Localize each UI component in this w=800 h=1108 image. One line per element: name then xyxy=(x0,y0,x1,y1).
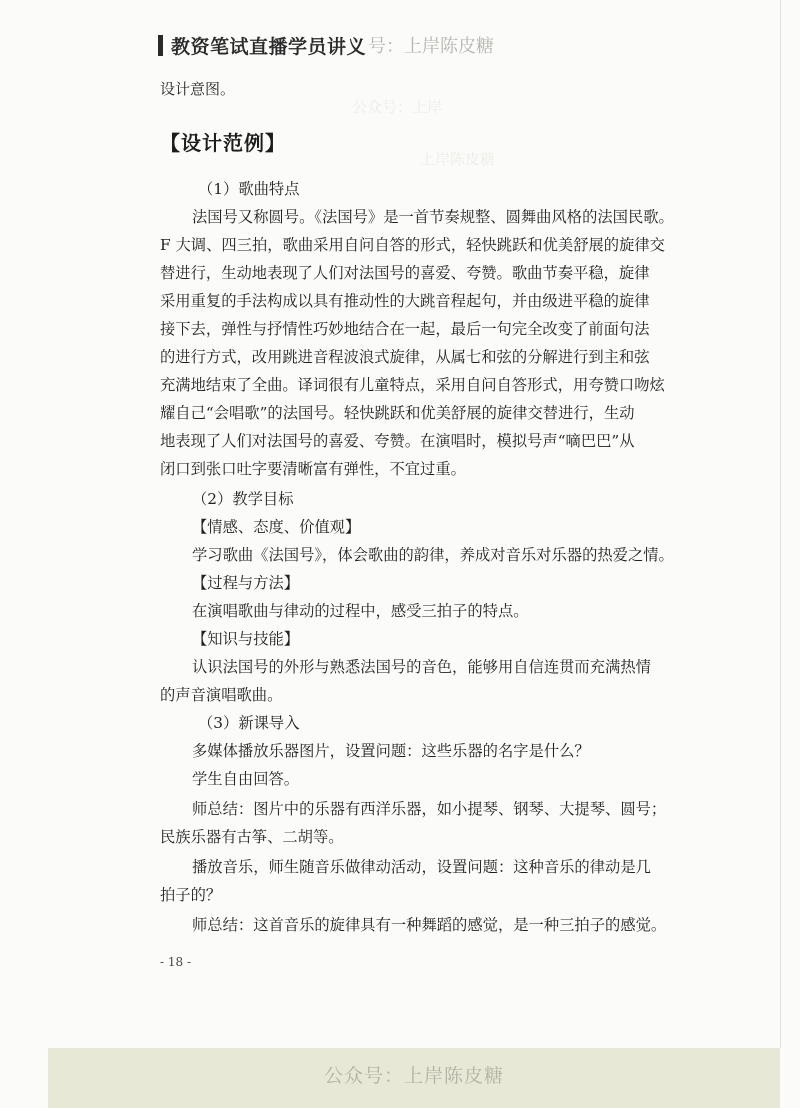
subsection-title: （1）歌曲特点 xyxy=(198,180,300,198)
goal-text-process: 在演唱歌曲与律动的过程中，感受三拍子的特点。 xyxy=(192,602,529,620)
paragraph-line: 师总结：这首音乐的旋律具有一种舞蹈的感觉，是一种三拍子的感觉。 xyxy=(192,916,667,934)
paragraph-line: 师总结：图片中的乐器有西洋乐器，如小提琴、钢琴、大提琴、圆号； xyxy=(192,800,667,818)
page-header xyxy=(158,32,494,58)
goal-text-knowledge: 的声音演唱歌曲。 xyxy=(160,686,283,704)
paragraph-line: 采用重复的手法构成以具有推动性的大跳音程起句，并由级进平稳的旋律 xyxy=(160,292,650,310)
goal-heading-process: 【过程与方法】 xyxy=(192,574,300,592)
paragraph-line: F 大调、四三拍，歌曲采用自问自答的形式，轻快跳跃和优美舒展的旋律交 xyxy=(160,236,665,254)
header-bar-mark xyxy=(158,35,163,56)
page-edge xyxy=(780,0,781,1048)
subsection-title: （3）新课导入 xyxy=(198,714,300,732)
paragraph-line: 充满地结束了全曲。译词很有儿童特点，采用自问自答形式，用夸赞口吻炫 xyxy=(160,376,665,394)
goal-heading-knowledge: 【知识与技能】 xyxy=(192,630,300,648)
paragraph-line: 闭口到张口吐字要清晰富有弹性，不宜过重。 xyxy=(160,460,466,478)
goal-text-knowledge: 认识法国号的外形与熟悉法国号的音色，能够用自信连贯而充满热情 xyxy=(192,658,651,676)
lead-text: 设计意图。 xyxy=(160,80,236,98)
footer-watermark: 公众号：上岸陈皮糖 xyxy=(323,1065,504,1087)
paragraph-line: 地表现了人们对法国号的喜爱、夸赞。在演唱时，模拟号声“嘀巴巴”从 xyxy=(160,432,635,450)
footer-watermark-band xyxy=(48,1048,780,1108)
subsection-title: （2）教学目标 xyxy=(192,490,294,508)
paragraph-line: 的进行方式，改用跳进音程波浪式旋律，从属七和弦的分解进行到主和弦 xyxy=(160,348,650,366)
section-heading: 【设计范例】 xyxy=(160,131,286,155)
page-number: - 18 - xyxy=(160,955,192,969)
paragraph-line: 拍子的？ xyxy=(160,886,222,904)
paragraph-line: 耀自己“会唱歌”的法国号。轻快跳跃和优美舒展的旋律交替进行，生动 xyxy=(160,404,635,422)
paragraph-line: 多媒体播放乐器图片，设置问题：这些乐器的名字是什么？ xyxy=(192,742,590,760)
faint-watermark: 公众号：上岸 xyxy=(352,98,443,116)
paragraph-line: 替进行，生动地表现了人们对法国号的喜爱、夸赞。歌曲节奏平稳，旋律 xyxy=(160,264,650,282)
paragraph-line: 民族乐器有古筝、二胡等。 xyxy=(160,828,344,846)
paragraph-line: 播放音乐，师生随音乐做律动活动，设置问题：这种音乐的律动是几 xyxy=(192,858,651,876)
paragraph-line: 接下去，弹性与抒情性巧妙地结合在一起，最后一句完全改变了前面句法 xyxy=(160,320,650,338)
header-watermark: 号：上岸陈皮糖 xyxy=(368,36,495,57)
paragraph-line: 法国号又称圆号。《法国号》是一首节奏规整、圆舞曲风格的法国民歌。 xyxy=(192,208,674,226)
header-title: 教资笔试直播学员讲义 xyxy=(171,35,367,58)
goal-heading-emotion: 【情感、态度、价值观】 xyxy=(192,518,361,536)
paragraph-line: 学生自由回答。 xyxy=(192,770,300,788)
goal-text-emotion: 学习歌曲《法国号》，体会歌曲的韵律，养成对音乐对乐器的热爱之情。 xyxy=(192,546,674,564)
faint-watermark: 上岸陈皮糖 xyxy=(420,150,496,168)
